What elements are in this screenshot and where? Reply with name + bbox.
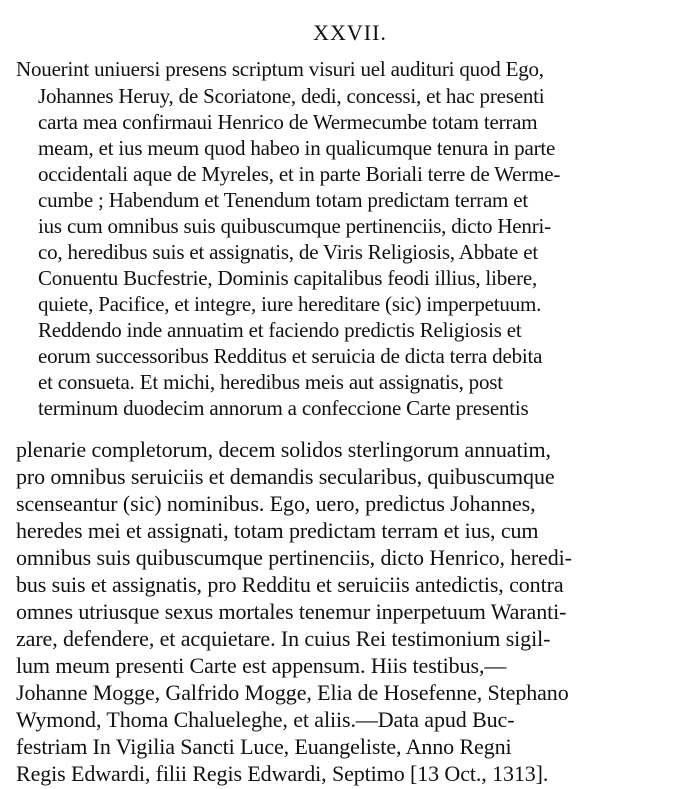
text-line: plenarie completorum, decem solidos sterlingorum annuatim, (16, 437, 551, 462)
text-line: bus suis et assignatis, pro Redditu et seruiciis antedictis, contra (16, 572, 564, 597)
text-line: Regis Edwardi, filii Regis Edwardi, Septimo [13 Oct., 1313]. (16, 761, 549, 786)
charter-number-heading: XXVII. (313, 20, 387, 45)
text-line: terminum duodecim annorum a confeccione Carte presentis (38, 396, 529, 420)
text-line: Conuentu Bucfestrie, Dominis capitalibus feodi illius, libere, (38, 266, 538, 290)
text-line: festriam In Vigilia Sancti Luce, Euangeliste, Anno Regni (16, 734, 512, 759)
text-line: zare, defendere, et acquietare. In cuius Rei testimonium sigil- (16, 626, 551, 651)
text-line: omnibus suis quibuscumque pertinenciis, dicto Henrico, heredi- (16, 545, 572, 570)
text-line: Johanne Mogge, Galfrido Mogge, Elia de Hosefenne, Stephano (16, 680, 569, 705)
text-line: omnes utriusque sexus mortales tenemur inperpetuum Waranti- (16, 599, 567, 624)
text-line: quiete, Pacifice, et integre, iure hereditare (sic) imperpetuum. (38, 292, 542, 316)
text-line: ius cum omnibus suis quibuscumque pertinenciis, dicto Henri- (38, 214, 551, 238)
text-line: scenseantur (sic) nominibus. Ego, uero, predictus Johannes, (16, 491, 536, 516)
text-line: Reddendo inde annuatim et faciendo predictis Religiosis et (38, 318, 522, 342)
text-line: pro omnibus seruiciis et demandis secularibus, quibuscumque (16, 464, 555, 489)
text-line: et consueta. Et michi, heredibus meis aut assignatis, post (38, 370, 503, 394)
text-line: co, heredibus suis et assignatis, de Viris Religiosis, Abbate et (38, 240, 538, 264)
text-line: Johannes Heruy, de Scoriatone, dedi, concessi, et hac presenti (38, 84, 545, 108)
text-line: Wymond, Thoma Chalueleghe, et aliis.—Data apud Buc- (16, 707, 515, 732)
text-line: meam, et ius meum quod habeo in qualicumque tenura in parte (38, 136, 556, 160)
text-line: occidentali aque de Myreles, et in parte Boriali terre de Werme- (38, 162, 561, 186)
text-line: Nouerint uniuersi presens scriptum visuri uel audituri quod Ego, (16, 57, 544, 81)
text-line: eorum successoribus Redditus et seruicia de dicta terra debita (38, 344, 543, 368)
text-line: heredes mei et assignati, totam predictam terram et ius, cum (16, 518, 539, 543)
text-line: cumbe ; Habendum et Tenendum totam predictam terram et (38, 188, 529, 212)
text-line: carta mea confirmaui Henrico de Wermecumbe totam terram (38, 110, 538, 134)
text-line: lum meum presenti Carte est appensum. Hiis testibus,— (16, 653, 507, 678)
